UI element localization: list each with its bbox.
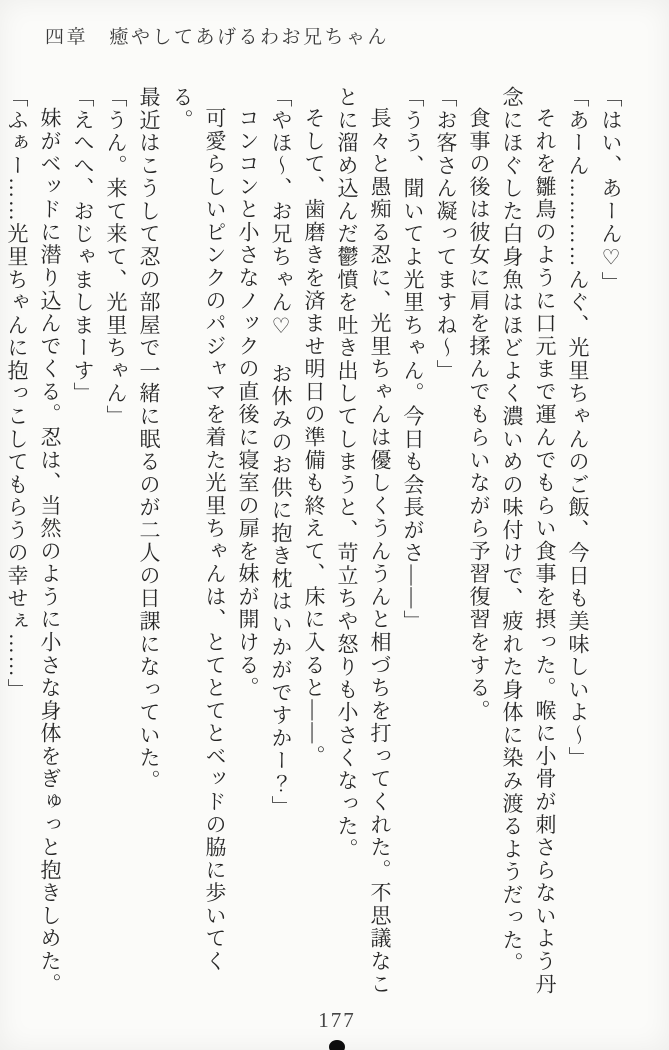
text-column-dialogue: 「うん。来て来て、光里ちゃん」 xyxy=(104,86,128,428)
text-column-dialogue: 「お客さん凝ってますね〜」 xyxy=(434,86,458,383)
page-number: 177 xyxy=(318,1008,356,1032)
text-column-narration: コンコンと小さなノックの直後に寝室の扉を妹が開ける。 xyxy=(236,107,260,700)
vertical-text-body xyxy=(0,86,627,1014)
text-column-dialogue: 「ふぁー……光里ちゃんに抱っこしてもらうの幸せぇ……」 xyxy=(5,86,29,702)
text-column-dialogue: 「うう、聞いてよ光里ちゃん。今日も会長がさ――」 xyxy=(401,86,425,633)
text-column-narration: 妹がベッドに潜り込んでくる。忍は、当然のように小さな身体をぎゅっと抱きしめた。 xyxy=(38,107,62,996)
text-column-dialogue: 「やほ〜、お兄ちゃん♡ お休みのお供に抱き枕はいかがですかー？」 xyxy=(269,86,293,819)
text-column-continuation: とに溜め込んだ鬱憤を吐き出してしまうと、苛立ちや怒りも小さくなった。 xyxy=(335,86,359,861)
text-column-narration: そして、歯磨きを済ませ明日の準備も終えて、床に入ると――。 xyxy=(302,107,326,768)
text-column-dialogue: 「あーん…………んぐ、光里ちゃんのご飯、今日も美味しいよ〜」 xyxy=(566,86,590,770)
text-column-narration: 長々と愚痴る忍に、光里ちゃんは優しくうんうんと相づちを打ってくれた。不思議なこ xyxy=(368,107,392,996)
text-column-continuation: 念にほぐした白身魚はほどよく濃いめの味付けで、疲れた身体に染み渡るようだった。 xyxy=(500,86,524,975)
text-column-narration: 可愛らしいピンクのパジャマを着た光里ちゃんは、とてとてとベッドの脇に歩いてくる。 xyxy=(170,86,227,973)
ink-dot-mark xyxy=(329,1040,345,1050)
chapter-running-header: 四章 癒やしてあげるわお兄ちゃん xyxy=(45,27,390,48)
text-column-narration: 食事の後は彼女に肩を揉んでもらいながら予習復習をする。 xyxy=(467,107,491,723)
text-column-dialogue: 「はい、あーん♡」 xyxy=(599,86,623,295)
text-column-narration: それを雛鳥のように口元まで運んでもらい食事を摂った。喉に小骨が刺さらないよう丹 xyxy=(533,107,557,996)
text-column-narration: 最近はこうして忍の部屋で一緒に眠るのが二人の日課になっていた。 xyxy=(137,86,161,793)
text-column-dialogue: 「えへへ、おじゃましまーす」 xyxy=(71,86,95,405)
